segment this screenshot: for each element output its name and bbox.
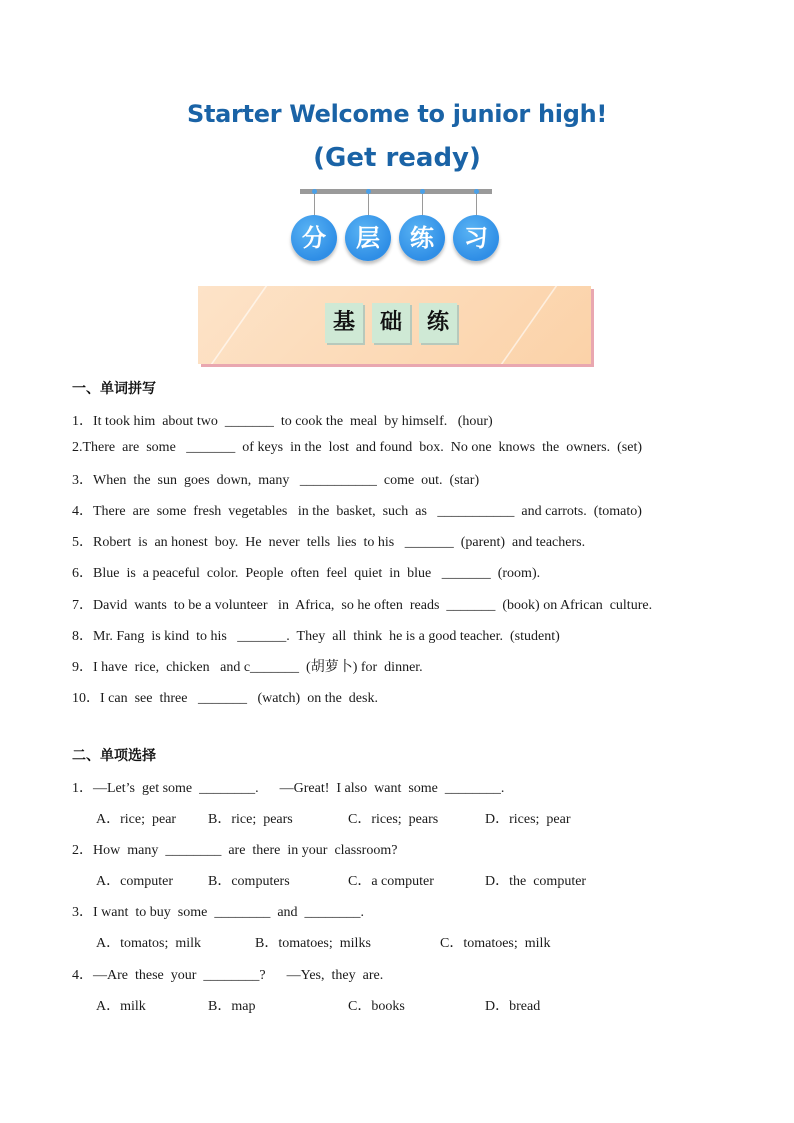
badge-xi: 习 [453,215,499,261]
option-d: D．rices; pear [485,812,571,827]
spelling-item: 3．When the sun goes down, many ___________ come out. (star) [72,473,480,488]
option-d: D．the computer [485,874,587,889]
banner-stripe [501,286,558,364]
page-subtitle: (Get ready) [313,143,481,173]
option-b: B．tomatoes; milks [255,936,371,951]
banner-char-lian: 练 [419,303,457,343]
spelling-item: 7．David wants to be a volunteer in Africa, so he often reads _______ (book) on African culture. [72,598,653,613]
option-d: D．bread [485,999,541,1014]
spelling-item: 2.There are some _______ of keys in the lost and found box. No one knows the owners. (set) [72,440,643,455]
badge-fen: 分 [291,215,337,261]
banner-char-chu: 础 [372,303,410,343]
option-b: B．computers [208,874,290,889]
spelling-item: 8．Mr. Fang is kind to his _______. They all think he is a good teacher. (student) [72,629,560,644]
spelling-item: 5．Robert is an honest boy. He never tells lies to his _______ (parent) and teachers. [72,535,586,550]
badge-stem [476,194,477,216]
spelling-item: 4．There are some fresh vegetables in the basket, such as ___________ and carrots. (tomato) [72,504,642,519]
section-heading-choice: 二、单项选择 [72,748,156,764]
question-stem: 3．I want to buy some ________ and ________. [72,905,365,920]
spelling-item: 9．I have rice, chicken and c_______ (胡萝卜) for dinner. [72,660,423,675]
rail-bar [300,189,492,194]
spelling-item: 10．I can see three _______ (watch) on the desk. [72,691,378,706]
option-a: A．milk [96,999,146,1014]
option-a: A．computer [96,874,173,889]
badge-ceng: 层 [345,215,391,261]
badge-stem [314,194,315,216]
badge-stem [422,194,423,216]
spelling-item: 1．It took him about two _______ to cook the meal by himself. (hour) [72,414,493,429]
option-b: B．rice; pears [208,812,293,827]
option-c: C．books [348,999,405,1014]
question-stem: 4．—Are these your ________? —Yes, they are. [72,968,384,983]
section-heading-spelling: 一、单词拼写 [72,381,156,397]
badge-stem [368,194,369,216]
option-a: A．tomatos; milk [96,936,201,951]
banner-char-ji: 基 [325,303,363,343]
option-a: A．rice; pear [96,812,177,827]
page-title: Starter Welcome to junior high! [186,100,608,128]
option-c: C．rices; pears [348,812,439,827]
badge-lian: 练 [399,215,445,261]
option-b: B．map [208,999,256,1014]
option-c: C．tomatoes; milk [440,936,551,951]
question-stem: 2．How many ________ are there in your classroom? [72,843,398,858]
banner-stripe [211,286,268,364]
option-c: C．a computer [348,874,434,889]
spelling-item: 6．Blue is a peaceful color. People often feel quiet in blue _______ (room). [72,566,541,581]
question-stem: 1．—Let’s get some ________. —Great! I also want some ________. [72,781,505,796]
